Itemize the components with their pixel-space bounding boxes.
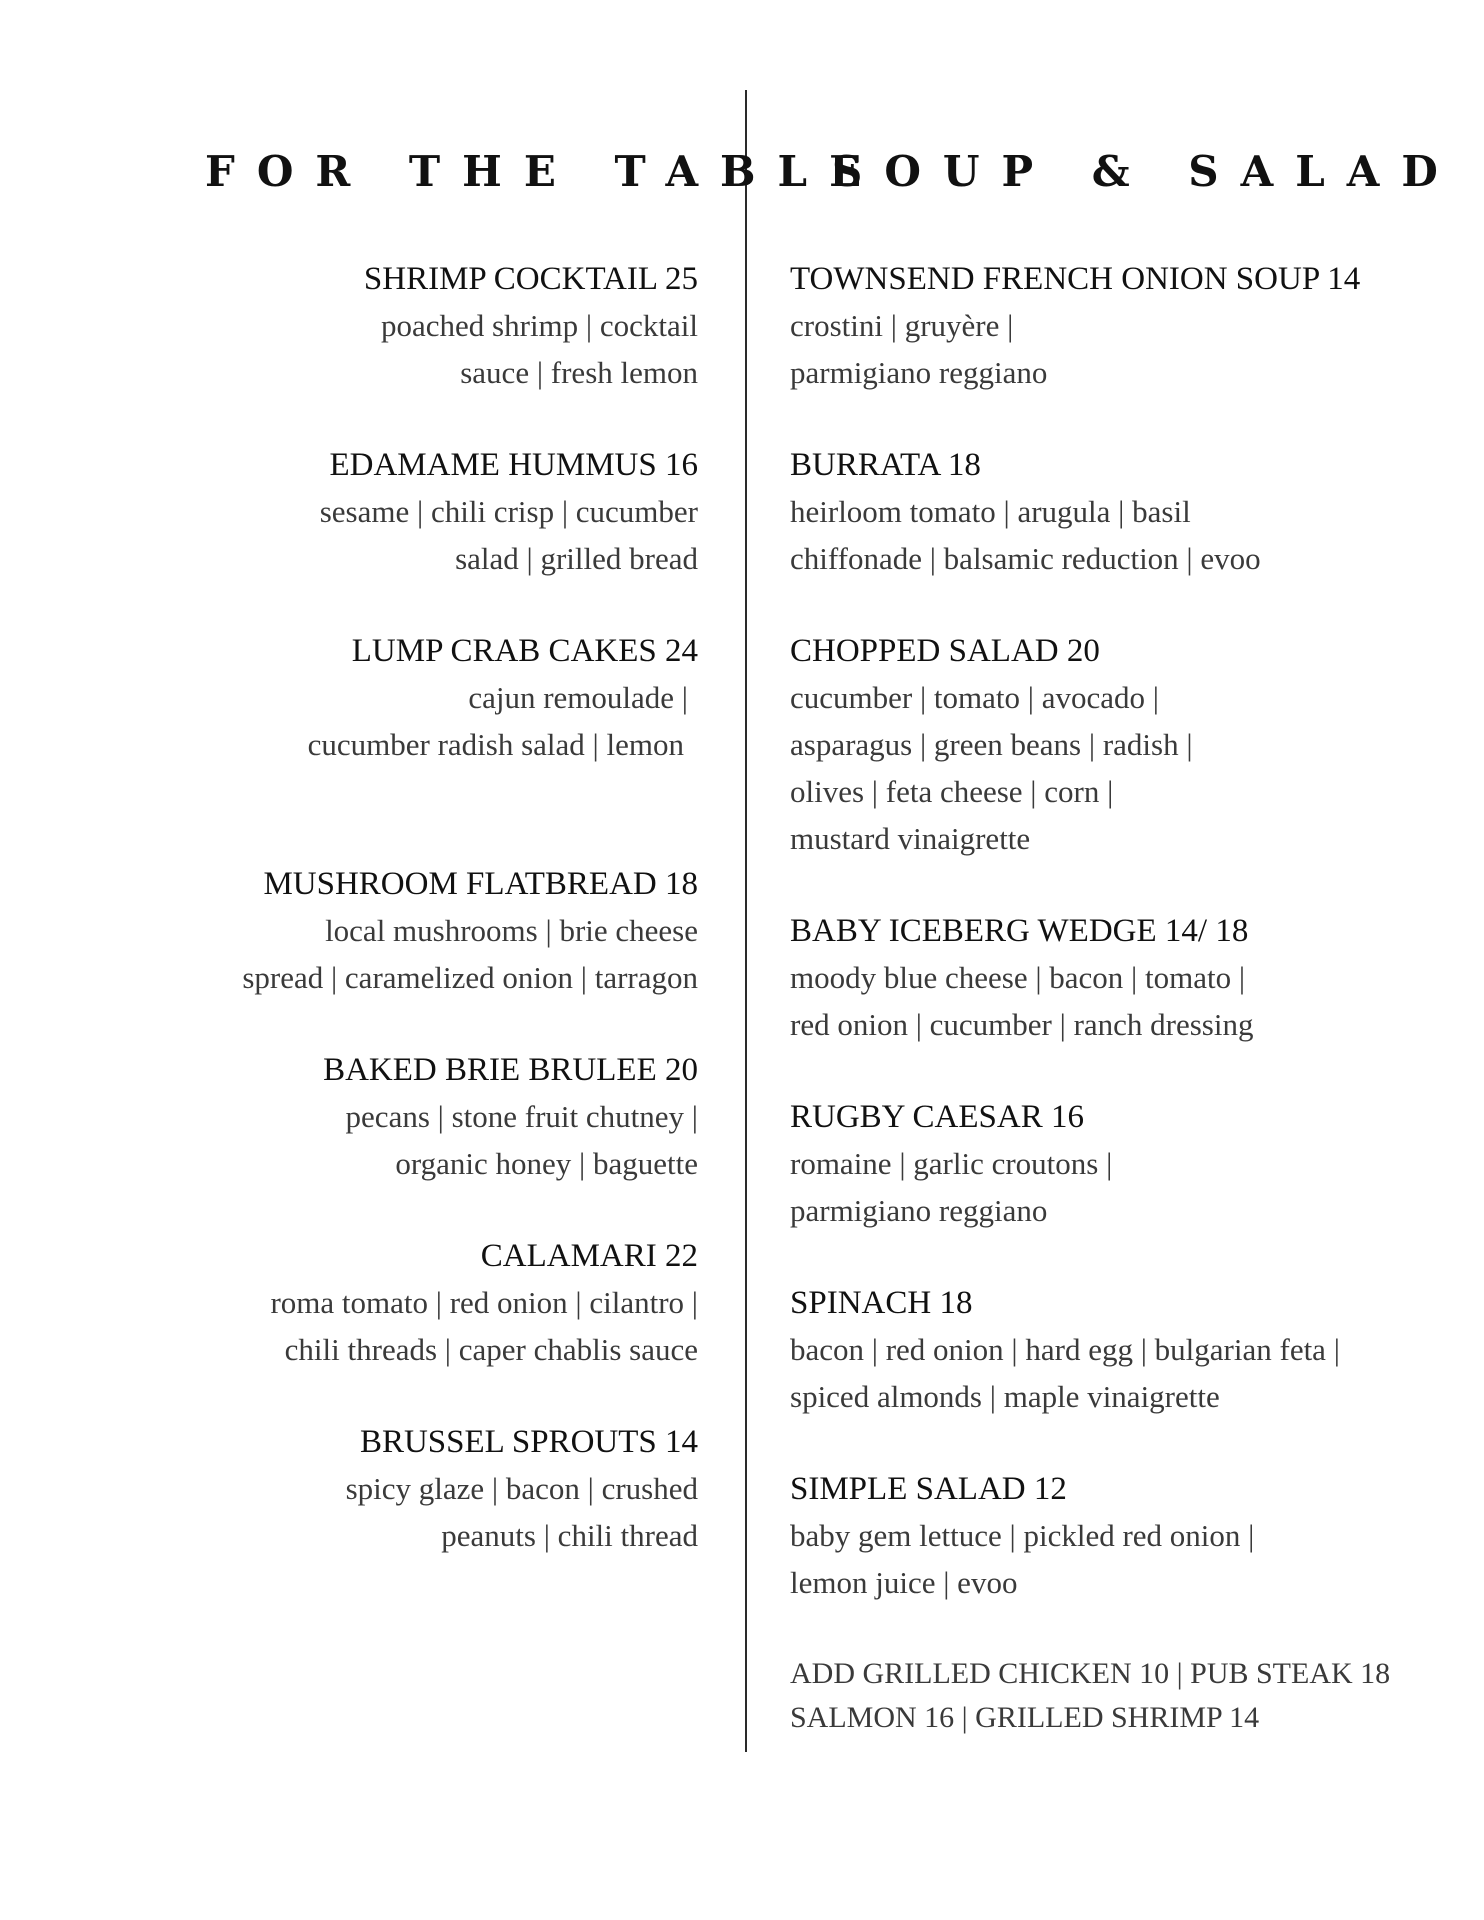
- item-description-line: spread | caramelized onion | tarragon: [242, 960, 698, 995]
- menu-item-shrimp-cocktail: [138, 256, 698, 396]
- menu-item-townsend-french-onion-soup: [790, 256, 1390, 396]
- item-description-line: salad | grilled bread: [455, 541, 698, 576]
- item-description-line: local mushrooms | brie cheese: [325, 913, 698, 948]
- item-title: SHRIMP COCKTAIL 25: [363, 261, 698, 297]
- item-title: BRUSSEL SPROUTS 14: [359, 1424, 698, 1460]
- menu-item-baked-brie-brulee: [138, 1047, 698, 1187]
- item-description-line: chiffonade | balsamic reduction | evoo: [790, 541, 1261, 576]
- menu-item-spinach: [790, 1280, 1390, 1420]
- menu-item-chopped-salad: [790, 628, 1390, 862]
- item-description-line: lemon juice | evoo: [790, 1565, 1018, 1600]
- item-description-line: parmigiano reggiano: [790, 1193, 1048, 1228]
- menu-item-simple-salad: [790, 1466, 1390, 1606]
- menu-item-brussel-sprouts: [138, 1419, 698, 1559]
- item-title: BAKED BRIE BRULEE 20: [323, 1052, 698, 1088]
- addons-line: ADD GRILLED CHICKEN 10 | PUB STEAK 18: [790, 1657, 1391, 1690]
- menu-item-baby-iceberg-wedge: [790, 908, 1390, 1048]
- item-description-line: cucumber radish salad | lemon: [307, 727, 684, 762]
- menu-item-lump-crab-cakes: [138, 628, 698, 768]
- item-title: MUSHROOM FLATBREAD 18: [263, 866, 698, 902]
- item-description-line: romaine | garlic croutons |: [790, 1146, 1113, 1181]
- menu-item-mushroom-flatbread: [138, 861, 698, 1001]
- item-title: SPINACH 18: [790, 1285, 973, 1321]
- item-title: BURRATA 18: [790, 447, 981, 483]
- item-description-line: organic honey | baguette: [395, 1146, 698, 1181]
- item-title: EDAMAME HUMMUS 16: [329, 447, 698, 483]
- item-description-line: moody blue cheese | bacon | tomato |: [790, 960, 1246, 995]
- item-title: CHOPPED SALAD 20: [790, 633, 1100, 669]
- soup-and-salad-column: [790, 256, 1390, 1740]
- item-description-line: sesame | chili crisp | cucumber: [319, 494, 698, 529]
- menu-item-calamari: [138, 1233, 698, 1373]
- menu-item-rugby-caesar: [790, 1094, 1390, 1234]
- item-description-line: pecans | stone fruit chutney |: [345, 1099, 698, 1134]
- item-description-line: parmigiano reggiano: [790, 355, 1048, 390]
- menu-item-edamame-hummus: [138, 442, 698, 582]
- item-description-line: spiced almonds | maple vinaigrette: [790, 1379, 1220, 1414]
- item-description-line: heirloom tomato | arugula | basil: [790, 494, 1191, 529]
- addons-line: SALMON 16 | GRILLED SHRIMP 14: [790, 1701, 1260, 1734]
- item-title: CALAMARI 22: [480, 1238, 698, 1274]
- item-title: SIMPLE SALAD 12: [790, 1471, 1067, 1507]
- item-description-line: peanuts | chili thread: [441, 1518, 698, 1553]
- item-description-line: mustard vinaigrette: [790, 821, 1031, 856]
- for-the-table-column: [138, 256, 698, 1559]
- item-title: TOWNSEND FRENCH ONION SOUP 14: [790, 261, 1361, 297]
- section-heading-for-the-table: FOR THE TABLE: [205, 147, 884, 196]
- item-description-line: red onion | cucumber | ranch dressing: [790, 1007, 1254, 1042]
- protein-addons: [790, 1652, 1390, 1740]
- item-title: RUGBY CAESAR 16: [790, 1099, 1084, 1135]
- item-description-line: cucumber | tomato | avocado |: [790, 680, 1159, 715]
- menu-item-burrata: [790, 442, 1390, 582]
- item-description-line: crostini | gruyère |: [790, 308, 1014, 343]
- item-description-line: asparagus | green beans | radish |: [790, 727, 1193, 762]
- item-description-line: roma tomato | red onion | cilantro |: [270, 1285, 698, 1320]
- item-description-line: cajun remoulade |: [468, 680, 688, 715]
- item-title: BABY ICEBERG WEDGE 14/ 18: [790, 913, 1249, 949]
- item-description-line: sauce | fresh lemon: [460, 355, 698, 390]
- item-description-line: olives | feta cheese | corn |: [790, 774, 1114, 809]
- column-divider: [745, 90, 747, 1752]
- item-description-line: chili threads | caper chablis sauce: [284, 1332, 698, 1367]
- item-description-line: baby gem lettuce | pickled red onion |: [790, 1518, 1255, 1553]
- item-title: LUMP CRAB CAKES 24: [351, 633, 698, 669]
- item-description-line: spicy glaze | bacon | crushed: [345, 1471, 698, 1506]
- section-heading-soup-and-salad: SOUP & SALAD: [832, 147, 1460, 196]
- item-description-line: poached shrimp | cocktail: [381, 308, 698, 343]
- item-description-line: bacon | red onion | hard egg | bulgarian feta |: [790, 1332, 1340, 1367]
